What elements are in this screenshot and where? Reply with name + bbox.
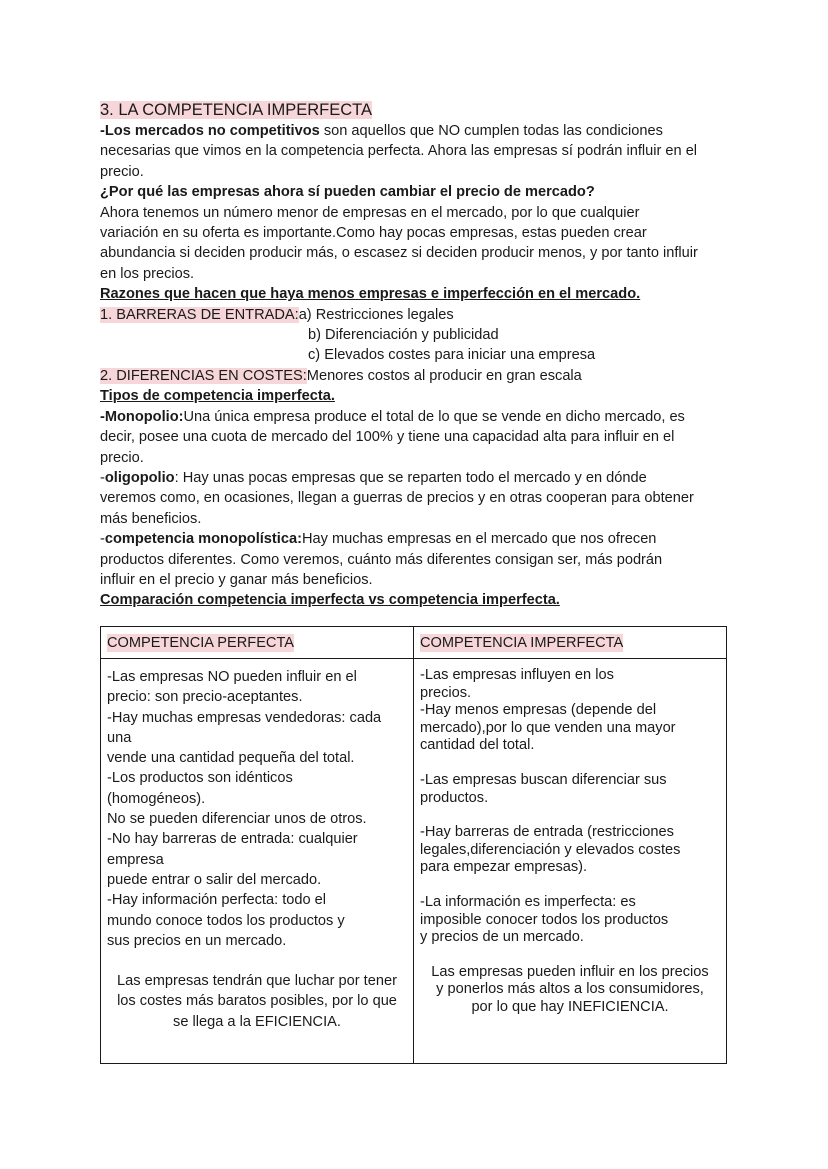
cell-line: empresa [107,851,164,868]
conclusion-line: Las empresas pueden influir en los precios [431,963,709,980]
cell-line: -Hay barreras de entrada (restricciones [420,824,674,841]
oligopolio-line: veremos como, en ocasiones, llegan a guerras de precios y en otras cooperan para obtener [100,490,694,507]
monopolistica-line: productos diferentes. Como veremos, cuánto más diferentes consigan ser, más podrán [100,551,663,568]
reasons-heading: Razones que hacen que haya menos empresas e imperfección en el mercado. [100,286,641,303]
answer-line: abundancia si deciden producir más, o escasez si deciden producir menos, y por tanto influir [100,245,698,262]
costs-row: 2. DIFERENCIAS EN COSTES:Menores costos al producir en gran escala [100,367,582,384]
cell-line: para empezar empresas). [420,859,588,876]
cell-line: (homogéneos). [107,790,206,807]
table-body-row [101,659,727,1064]
barrier-row: 1. BARRERAS DE ENTRADA:a) Restricciones legales [100,306,454,323]
cell-line: -Las empresas buscan diferenciar sus [420,771,667,788]
table-header-row [101,627,727,659]
spacer [420,755,720,772]
cell-perfecta [101,659,414,1064]
intro-paragraph: -Los mercados no competitivos son aquellos que NO cumplen todas las condiciones [100,123,663,139]
cell-line: mercado),por lo que venden una mayor [420,719,676,736]
cell-line: imposible conocer todos los productos [420,911,669,928]
cell-line: una [107,729,132,746]
header-perfecta: COMPETENCIA PERFECTA [101,627,414,659]
cell-line: -Las empresas influyen en los [420,667,614,683]
monopolio-paragraph: -Monopolio:Una única empresa produce el total de lo que se vende en dicho mercado, es [100,408,685,425]
cell-line: productos. [420,789,489,806]
section-title: 3. LA COMPETENCIA IMPERFECTA [100,101,373,119]
cell-imperfecta [414,659,727,1064]
conclusion-line: y ponerlos más altos a los consumidores, [436,981,704,998]
spacer [420,807,720,824]
document-body [100,99,730,611]
monopolistica-paragraph: -competencia monopolística:Hay muchas empresas en el mercado que nos ofrecen [100,531,657,548]
barrier-item: b) Diferenciación y publicidad [308,327,499,344]
cell-line: -Las empresas NO pueden influir en el [107,669,357,685]
cell-line: -No hay barreras de entrada: cualquier [107,831,358,848]
cell-line: -Los productos son idénticos [107,770,293,787]
answer-line: variación en su oferta es importante.Como hay pocas empresas, estas pueden crear [100,225,647,242]
cell-line: precio: son precio-aceptantes. [107,689,303,706]
monopolio-line: precio. [100,449,144,466]
cell-line: No se pueden diferenciar unos de otros. [107,811,367,828]
cell-line: puede entrar o salir del mercado. [107,871,322,888]
spacer [420,947,720,964]
oligopolio-line: más beneficios. [100,510,202,527]
intro-line: necesarias que vimos en la competencia perfecta. Ahora las empresas sí podrán influir en el [100,143,698,160]
conclusion-line: Las empresas tendrán que luchar por tener [117,973,397,990]
monopolistica-line: influir en el precio y ganar más beneficios. [100,571,373,588]
barrier-item: c) Elevados costes para iniciar una empresa [308,347,596,364]
answer-line: en los precios. [100,265,195,282]
comparison-heading: Comparación competencia imperfecta vs competencia imperfecta. [100,592,560,609]
spacer [420,877,720,894]
spacer [107,951,407,971]
question-heading: ¿Por qué las empresas ahora sí pueden cambiar el precio de mercado? [100,184,595,201]
cell-line: -La información es imperfecta: es [420,893,636,910]
cell-line: -Hay información perfecta: todo el [107,892,327,909]
cell-line: vende una cantidad pequeña del total. [107,750,355,767]
monopolio-line: decir, posee una cuota de mercado del 100% y tiene una capacidad alta para influir en el [100,429,675,446]
cell-line: sus precios en un mercado. [107,932,287,949]
cell-line: mundo conoce todos los productos y [107,912,345,929]
types-heading: Tipos de competencia imperfecta. [100,388,335,405]
conclusion-line: por lo que hay INEFICIENCIA. [471,998,669,1015]
conclusion-line: se llega a la EFICIENCIA. [173,1013,341,1030]
header-imperfecta: COMPETENCIA IMPERFECTA [414,627,727,659]
cell-line: legales,diferenciación y elevados costes [420,841,681,858]
cell-line: precios. [420,684,472,701]
cell-line: y precios de un mercado. [420,929,584,946]
oligopolio-paragraph: -oligopolio: Hay unas pocas empresas que se reparten todo el mercado y en dónde [100,469,647,486]
cell-line: cantidad del total. [420,737,535,754]
cell-line: -Hay muchas empresas vendedoras: cada [107,709,382,726]
conclusion-line: los costes más baratos posibles, por lo que [117,993,397,1010]
answer-line: Ahora tenemos un número menor de empresas en el mercado, por lo que cualquier [100,204,640,221]
cell-line: -Hay menos empresas (depende del [420,702,657,719]
intro-line: precio. [100,163,144,180]
comparison-table [100,626,727,1064]
